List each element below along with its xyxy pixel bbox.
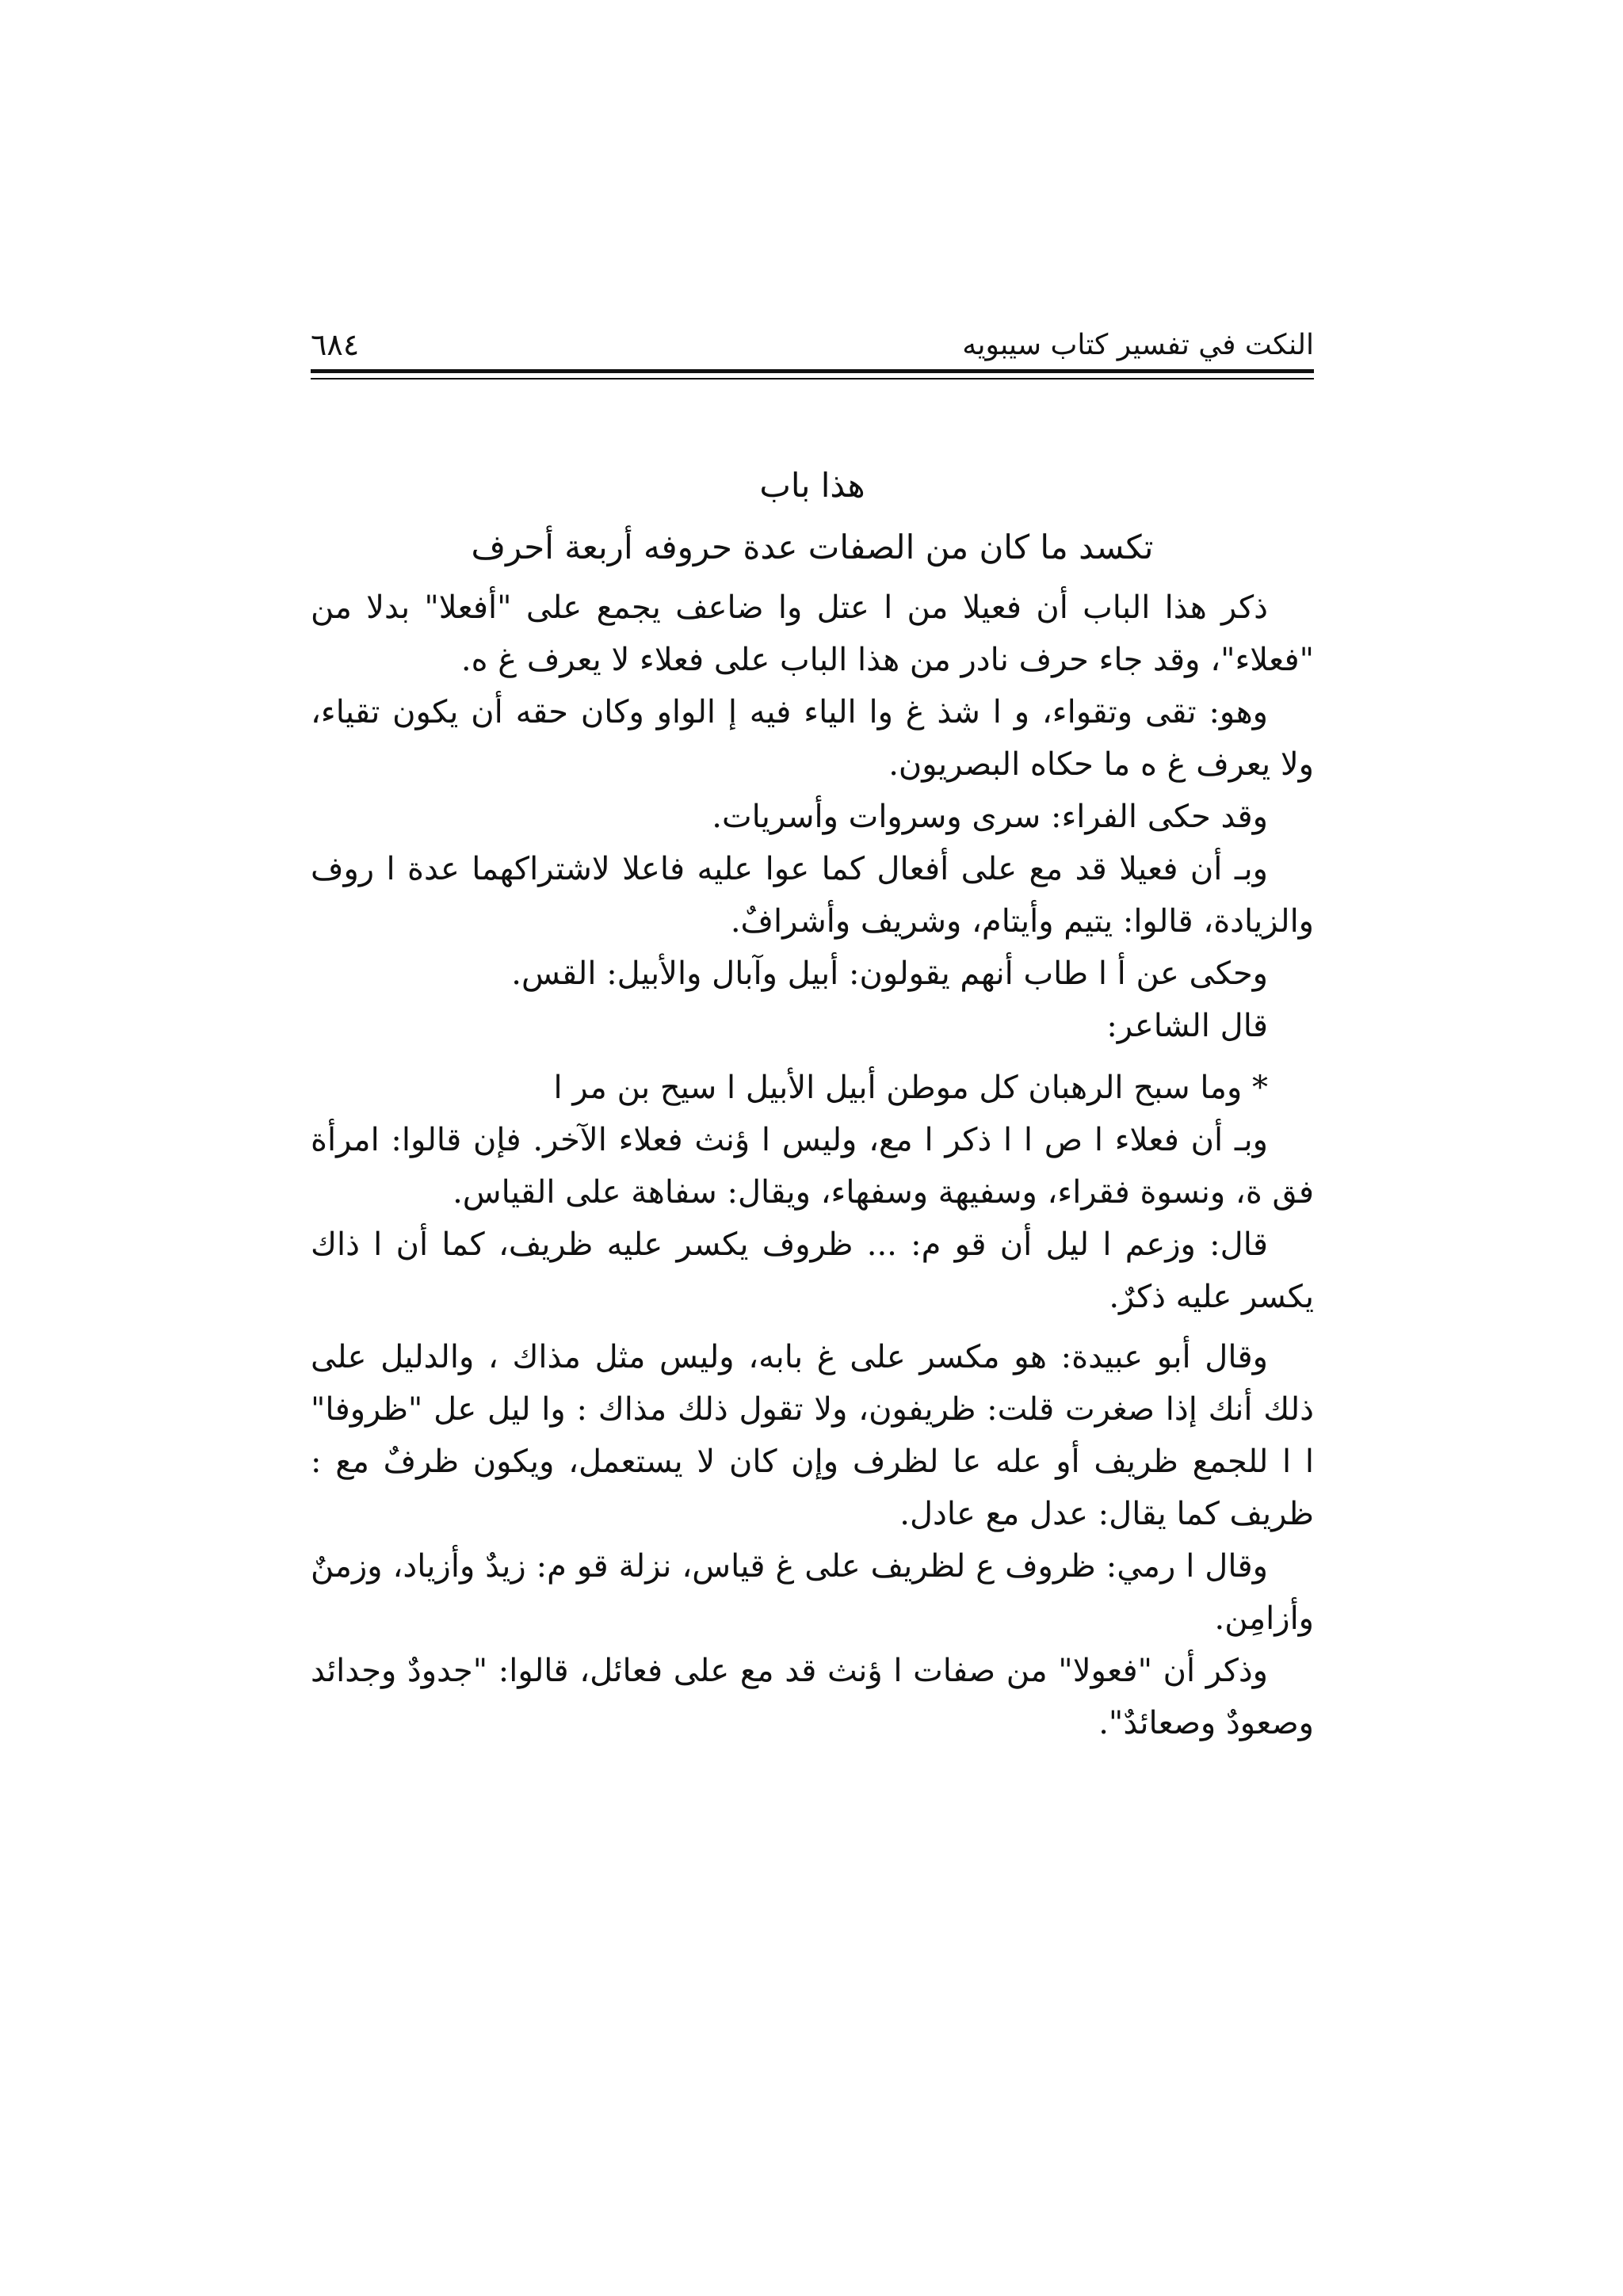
chapter-subheading: تكسد ما كان من الصفات عدة حروفه أربعة أحرف xyxy=(471,528,1154,566)
paragraph: وقال ا رمي: ظروف ع لظريف على غ قياس، نزلة قو م: زيدٌ وأزياد، وزمنٌ وأزامِن. xyxy=(311,1548,1314,1637)
paragraph: وقد حكى الفراء: سرى وسروات وأسريات. xyxy=(712,799,1268,835)
paragraph: وبـ أن فعلاء ا ص ا ا ذكر ا مع، وليس ا ؤنث فعلاء الآخر. فإن قالوا: امرأة فق ة، ونسوة فقراء، وسفيهة وسفهاء، ويقال: سفاهة على القياس. xyxy=(311,1122,1314,1211)
paragraph: قال: وزعم ا ليل أن قو م: ... ظروف يكسر عليه ظريف، كما أن ا ذاك يكسر عليه ذكرٌ. xyxy=(311,1226,1314,1315)
paragraph: وقال أبو عبيدة: هو مكسر على غ بابه، وليس مثل مذاك ، والدليل على ذلك أنك إذا صغرت قلت: ظريفون، ولا تقول ذلك مذاك : وا ليل عل "ظروفا" ا ا للجمع ظريف أو عله عا لظرف وإن كان لا يستعمل، ويكون ظرفٌ مع : ظريف كما يقال: عدل مع عادل. xyxy=(311,1339,1314,1532)
header-rule-thick xyxy=(311,369,1314,373)
verse-line: * وما سبح الرهبان كل موطن أبيل الأبيل ا سيح بن مر ا xyxy=(553,1070,1268,1106)
paragraph: وحكى عن أ ا طاب أنهم يقولون: أبيل وآبال والأبيل: القس. xyxy=(511,955,1268,992)
book-title: النكت في تفسير كتاب سيبويه xyxy=(962,329,1314,361)
paragraph: وهو: تقى وتقواء، و ا شذ غ وا الياء فيه إ الواو وكان حقه أن يكون تقياء، ولا يعرف غ ه ما حكاه البصريون. xyxy=(311,694,1314,783)
paragraph: وبـ أن فعيلا قد مع على أفعال كما عوا عليه فاعلا لاشتراكهما عدة ا روف والزيادة، قالوا: يتيم وأيتام، وشريف وأشرافٌ. xyxy=(311,851,1314,940)
header-rule-thin xyxy=(311,378,1314,379)
paragraph: وذكر أن "فعولا" من صفات ا ؤنث قد مع على فعائل، قالوا: "جدودٌ وجدائد وصعودٌ وصعائدٌ". xyxy=(311,1653,1314,1741)
paragraph: ذكر هذا الباب أن فعيلا من ا عتل وا ضاعف يجمع على "أفعلا" بدلا من "فعلاء"، وقد جاء حرف نادر من هذا الباب على فعلاء لا يعرف غ ه. xyxy=(311,589,1314,678)
chapter-heading: هذا باب xyxy=(759,466,865,505)
page-number: ٦٨٤ xyxy=(311,327,360,362)
page-body xyxy=(311,460,1314,1749)
running-header xyxy=(311,321,1314,368)
poet-attribution: قال الشاعر: xyxy=(1106,1008,1268,1044)
